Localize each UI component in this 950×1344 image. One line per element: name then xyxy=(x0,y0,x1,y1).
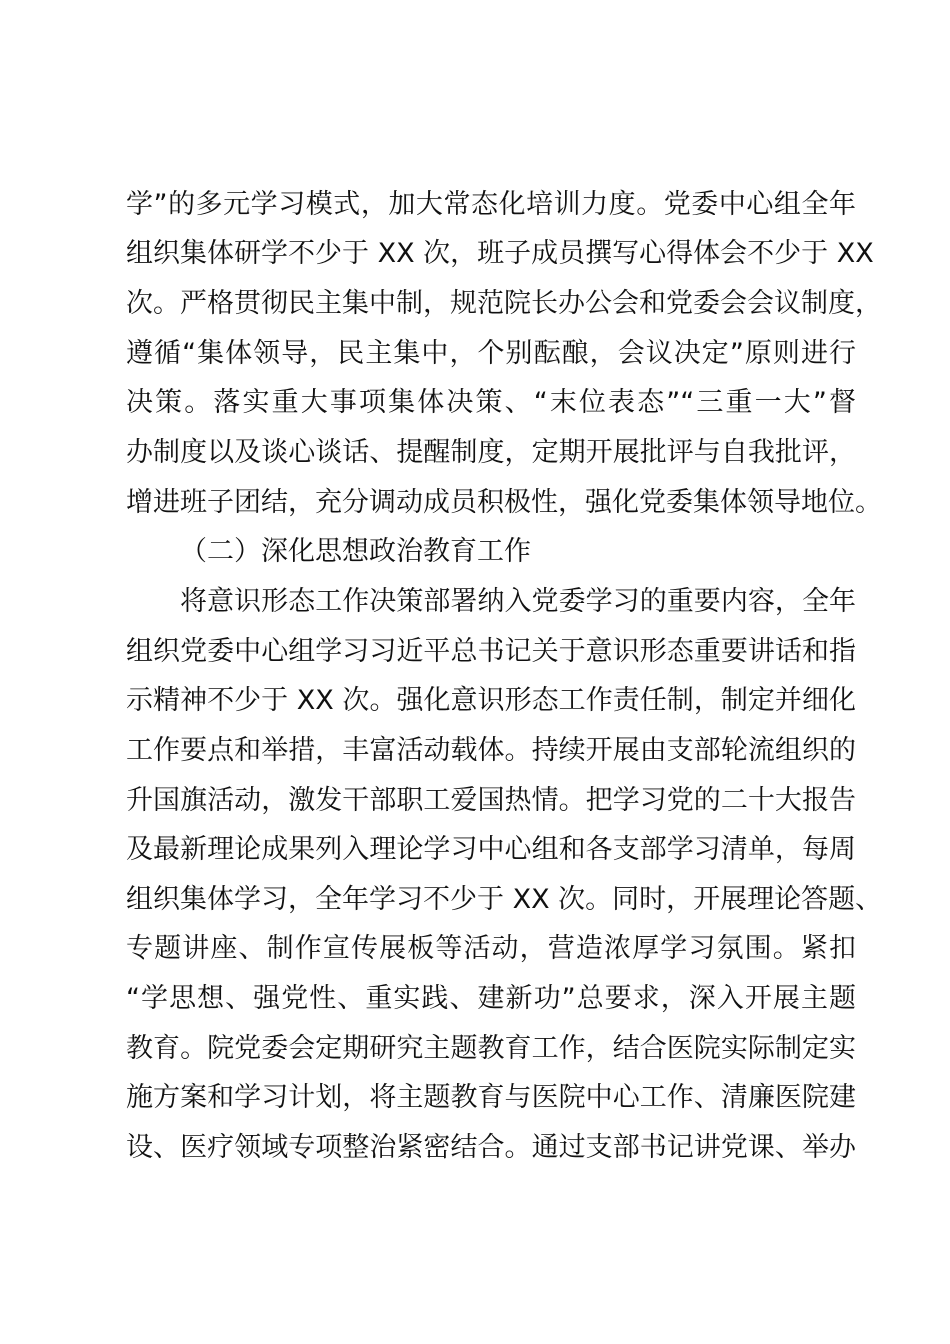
body-line: 组织集体研学不少于 XX 次，班子成员撰写心得体会不少于 XX xyxy=(126,238,874,269)
body-line: 工作要点和举措，丰富活动载体。持续开展由支部轮流组织的 xyxy=(126,735,856,766)
body-line: 遵循“集体领导，民主集中，个别酝酿，会议决定”原则进行 xyxy=(126,338,856,369)
body-line: 组织集体学习，全年学习不少于 XX 次。同时，开展理论答题、 xyxy=(126,884,883,915)
body-line: 教育。院党委会定期研究主题教育工作，结合医院实际制定实 xyxy=(126,1033,856,1064)
body-line: 增进班子团结，充分调动成员积极性，强化党委集体领导地位。 xyxy=(126,487,882,518)
body-line: 及最新理论成果列入理论学习中心组和各支部学习清单，每周 xyxy=(126,834,856,865)
body-line: 设、医疗领域专项整治紧密结合。通过支部书记讲党课、举办 xyxy=(126,1132,856,1163)
body-line: 次。严格贯彻民主集中制，规范院长办公会和党委会会议制度， xyxy=(126,288,882,319)
body-line: 升国旗活动，激发干部职工爱国热情。把学习党的二十大报告 xyxy=(126,785,856,816)
body-line-first: 将意识形态工作决策部署纳入党委学习的重要内容，全年 xyxy=(180,586,856,617)
body-line: 施方案和学习计划，将主题教育与医院中心工作、清廉医院建 xyxy=(126,1082,856,1113)
body-line: 专题讲座、制作宣传展板等活动，营造浓厚学习氛围。紧扣 xyxy=(126,933,856,964)
body-line: 办制度以及谈心谈话、提醒制度，定期开展批评与自我批评， xyxy=(126,437,856,468)
body-line: 组织党委中心组学习习近平总书记关于意识形态重要讲话和指 xyxy=(126,636,856,667)
body-line: 决策。落实重大事项集体决策、“末位表态”“三重一大”督 xyxy=(126,387,856,418)
section-heading: （二）深化思想政治教育工作 xyxy=(180,536,531,567)
body-line: 示精神不少于 XX 次。强化意识形态工作责任制，制定并细化 xyxy=(126,685,856,716)
body-line: “学思想、强党性、重实践、建新功”总要求，深入开展主题 xyxy=(126,983,856,1014)
body-line: 学”的多元学习模式，加大常态化培训力度。党委中心组全年 xyxy=(126,189,856,220)
